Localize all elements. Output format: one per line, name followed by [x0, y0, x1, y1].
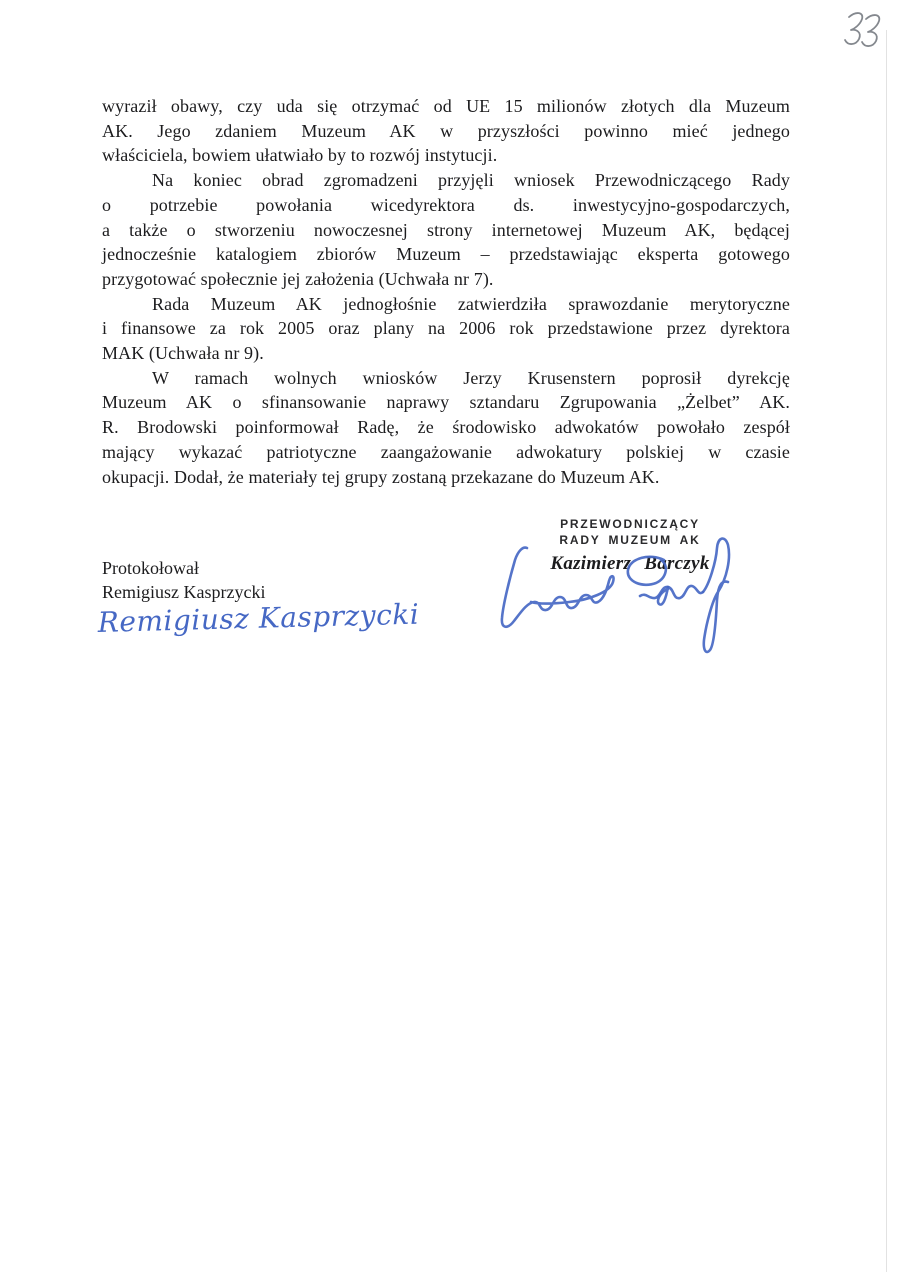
signature-stroke-left: [502, 548, 614, 627]
paragraph-line: a także o stworzeniu nowoczesnej strony internetowej Muzeum AK, będącej: [102, 219, 790, 240]
paragraph-line: Muzeum AK o sfinansowanie naprawy sztandaru Zgrupowania „Żelbet” AK.: [102, 392, 790, 413]
pencil-digit-3: [862, 15, 879, 46]
clerk-name: Remigiusz Kasprzycki: [102, 582, 266, 602]
paragraph-line: o potrzebie powołania wicedyrektora ds. inwestycyjno-gospodarczych,: [102, 194, 790, 215]
paragraph-line: właściciela, bowiem ułatwiało by to rozwój instytucji.: [102, 145, 498, 166]
signature-stroke-flourish: [703, 539, 729, 652]
paragraph-line: MAK (Uchwała nr 9).: [102, 343, 264, 364]
paragraph-line: AK. Jego zdaniem Muzeum AK w przyszłości powinno mieć jednego: [102, 120, 790, 141]
signature-stroke-circle: [628, 557, 666, 585]
chairman-title-line2: RADY MUZEUM AK: [559, 532, 701, 547]
paragraph-line: mający wykazać patriotyczne zaangażowanie adwokatury polskiej w czasie: [102, 441, 790, 462]
paragraph-line: przygotować społecznie jej założenia (Uchwała nr 7).: [102, 268, 494, 289]
paragraph-line: i finansowe za rok 2005 oraz plany na 2006 rok przedstawione przez dyrektora: [102, 318, 790, 339]
paragraph-line: Rada Muzeum AK jednogłośnie zatwierdziła sprawozdanie merytoryczne: [152, 293, 790, 314]
paragraph-line: R. Brodowski poinformował Radę, że środowisko adwokatów powołało zespół: [102, 417, 790, 438]
clerk-handwriting-text: Remigiusz Kasprzycki: [97, 597, 420, 639]
scan-artifact-line: [886, 30, 887, 1272]
body-text: [102, 94, 790, 489]
clerk-handwritten-signature: [92, 592, 420, 670]
paragraph-line: W ramach wolnych wniosków Jerzy Krusenstern poprosił dyrekcję: [152, 367, 790, 388]
signature-stroke-middle: [640, 586, 703, 598]
page-number: [836, 6, 888, 50]
pencil-digit-3: [845, 13, 862, 44]
chairman-title-line1: PRZEWODNICZĄCY: [560, 517, 700, 531]
clerk-role-label: Protokołował: [102, 558, 199, 578]
chairman-handwritten-signature: [490, 525, 750, 670]
paragraph-line: okupacji. Dodał, że materiały tej grupy zostaną przekazane do Muzeum AK.: [102, 466, 660, 487]
paragraph-line: Na koniec obrad zgromadzeni przyjęli wniosek Przewodniczącego Rady: [152, 170, 790, 191]
paragraph-line: wyraził obawy, czy uda się otrzymać od UE 15 milionów złotych dla Muzeum: [102, 96, 790, 116]
chairman-name: Kazimierz Barczyk: [550, 553, 710, 574]
paragraph-line: jednocześnie katalogiem zbiorów Muzeum – przedstawiając eksperta gotowego: [102, 244, 790, 265]
